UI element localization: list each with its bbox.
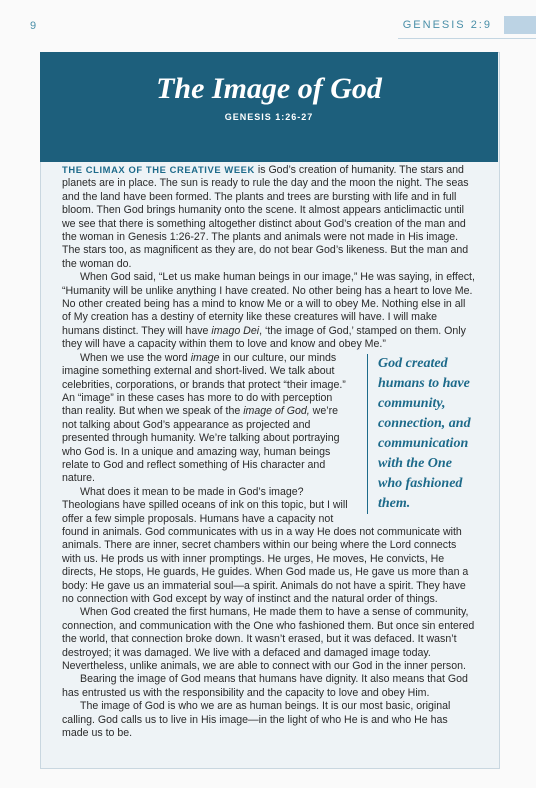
paragraph-4: What does it mean to be made in God’s image? Theologians have spilled oceans of ink on this topic, but I will offer a few simple proposals. Humans have a capacity not found in animals. God communicates with us in a way He does not communicate with animals. There are inner, secret chambers within our being where the Lord connects with us. He prods us with inner promptings. He urges, He moves, He convicts, He directs, He stops, He guards, He guides. When God made us, He gave us more than a body: He gave us an immaterial soul—a spirit. Animals do not have a spirit. They have no connection with God except by way of instinct and the natural order of things.: [62, 485, 469, 605]
page-number: 9: [30, 20, 37, 32]
paragraph-3-text-b: in our culture, our minds imagine something external and short-lived. We talk about celebrities, corporations, or brands that protect “their image.” An “image” in these cases has more to do with perception than reality. But when we speak of the: [62, 351, 346, 418]
thumb-tab: [504, 16, 536, 34]
emphasis-image: image: [190, 351, 220, 364]
paragraph-1-text: is God’s creation of humanity. The stars and planets are in place. The sun is ready to rule the day and the moon the night. The seas and the land have been formed. The plants and trees are bursting with life and in full bloom. Then God brings humanity onto the scene. It almost appears anticlimactic until we see that there is something altogether distinct about God’s creation of the man and the woman in Genesis 1:26-27. The plants and animals were not made in His image. The stars too, as magnificent as they are, do not bear God’s likeness. But the man and the woman do.: [62, 164, 469, 270]
emphasis-image-of-god: image of God,: [243, 405, 310, 418]
paragraph-6: Bearing the image of God means that humans have dignity. It also means that God has entrusted us with the responsibility and the capacity to love and obey Him.: [62, 673, 468, 699]
paragraph-5: When God created the first humans, He made them to have a sense of community, connection, and communication with the One who fashioned them. But once sin entered the world, that connection broke down. It wasn’t erased, but it was defaced. It wasn’t destroyed; it was damaged. We live with a defaced and damaged image today. Nevertheless, unlike animals, we are able to connect with our God in the inner person.: [62, 606, 475, 673]
running-head: GENESIS 2:9: [402, 19, 492, 31]
paragraph-2: [62, 271, 476, 351]
pull-quote: God created humans to have community, connection, and communication with the One who fashioned them.: [367, 354, 476, 514]
scripture-reference: GENESIS 1:26-27: [224, 112, 314, 122]
paragraph-3-text-c: we’re not talking about God’s appearance as projected and presented through humanity. We’re talking about portraying who God is. In a unique and amazing way, human beings relate to God and reflect something of His character and nature.: [62, 405, 340, 485]
paragraph-1: [62, 163, 476, 271]
header-rule: [398, 38, 536, 39]
sidebar-title: The Image of God: [156, 72, 382, 105]
article-body: [62, 163, 476, 740]
paragraph-2-text-b: , ‘the image of God,’ stamped on them. Only they will have a capacity within them to love and know and obey Me.”: [62, 324, 466, 351]
paragraph-3-text-a: When we use the word: [80, 351, 191, 364]
paragraph-7: The image of God is who we are as human beings. It is our most basic, original calling. God calls us to live in His image—in the light of who He is and who He has made us to be.: [62, 700, 451, 740]
paragraph-2-text-a: When God said, “Let us make human beings in our image,” He was saying, in effect, “Humanity will be unlike anything I have created. No other being has a heart to love Me. No other created being has a mind to know Me or a will to obey Me. Nothing else in all of My creation has a destiny of eternity like these creatures will have. I will make humans distinct. They will have: [62, 271, 475, 337]
title-banner: [40, 52, 498, 162]
lead-in: THE CLIMAX OF THE CREATIVE WEEK: [62, 164, 255, 175]
latin-term: imago Dei: [211, 324, 260, 337]
